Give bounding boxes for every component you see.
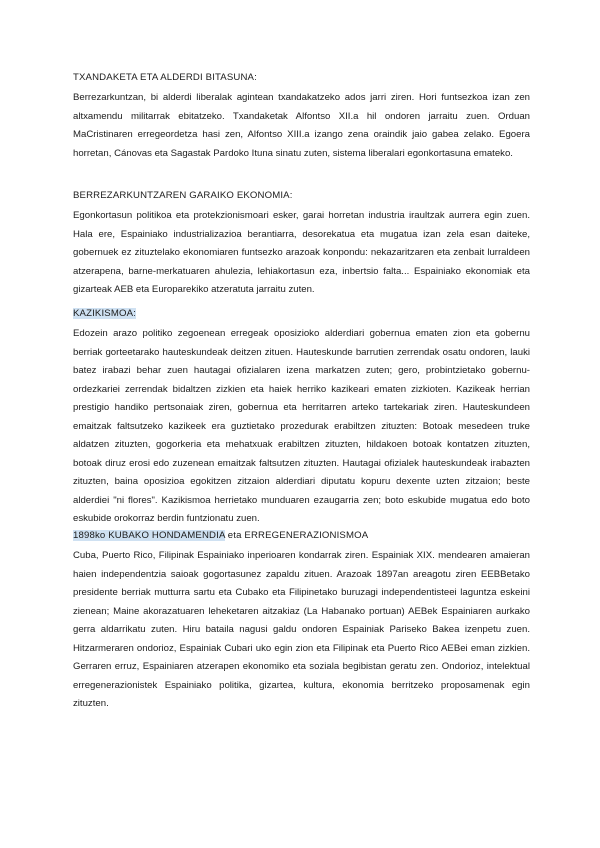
section-heading <box>73 529 530 543</box>
section-body: Berrezarkuntzan, bi alderdi liberalak agintean txandakatzeko ados jarri ziren. Hori funtsezkoa izan zen altxamendu militarrak ebitatzeko. Txandaketak Alfontso XII.a hil ondoren jarraitu zuen. Orduan MaCristinaren erregeordetza hasi zen, Alfontso XIII.a izango zena oraindik jaio gabea zelako. Egoera horretan, Cánovas eta Sagastak Pardoko Ituna sinatu zuten, sistema liberalari egonkortasuna emateko. <box>73 92 530 159</box>
heading-rest-text: eta ERREGENERAZIONISMOA <box>224 530 369 541</box>
section-heading: TXANDAKETA ETA ALDERDI BITASUNA: <box>73 72 257 83</box>
highlighted-heading-text: 1898ko KUBAKO HONDAMENDIA <box>73 530 225 541</box>
section-txandaketa <box>73 71 530 163</box>
section-heading <box>73 307 530 321</box>
section-kazikismoa <box>73 307 530 529</box>
section-body: Cuba, Puerto Rico, Filipinak Espainiako inperioaren kondarrak ziren. Espainiak XIX. mendearen amaieran haien independentzia saioak gogortasunez zapaldu zituen. Arazoak 1897an areagotu ziren EEBBetako presidente berriak mutturra sartu eta Cubako eta Filipinetako buruzagi independentisteei laguntza eskeini zienean; Maine akorazatuaren leheketaren aitzakiaz (La Habanako portuan) AEBek Espainiaren aurkako gerra aldarrikatu zuten. Hiru bataila nagusi galdu ondoren Espainiak Pariseko Bakea izenpetu zuen. Hitzarmeraren ondorioz, Espainiak Cubari uko egin zion eta Filipinak eta Puerto Rico AEBei eman zizkien. Gerraren erruz, Espainiaren atzerapen ekonomiko eta soziala begibistan geratu zen. Ondorioz, intelektual erregenerazionistek Espainiako politika, gizartea, kultura, ekonomia berritzeko proposamenak egin zituzten. <box>73 550 530 709</box>
highlighted-heading-text: KAZIKISMOA: <box>73 308 136 319</box>
section-kubako-hondamendia <box>73 529 530 714</box>
section-body: Egonkortasun politikoa eta protekzionismoari esker, garai horretan industria iraultzak aurrera egin zuen. Hala ere, Espainiako industrializazioa berantiarra, desorekatua eta mugatua izan zela esan daiteke, gobernuek ez zituztelako ekonomiaren funtsezko arazoak konpondu: nekazaritzaren eta zenbait lurraldeen atzerapena, barne-merkatuaren ahulezia, lehiakortasun eza, inbertsio falta... Espainiako ekonomiak eta gizarteak AEB eta Europarekiko atzeratuta jarraitu zuten. <box>73 210 530 295</box>
section-heading: BERREZARKUNTZAREN GARAIKO EKONOMIA: <box>73 190 293 201</box>
section-ekonomia <box>73 189 530 300</box>
section-body: Edozein arazo politiko zegoenean erregeak oposizioko alderdiari gobernua ematen zion eta gobernu berriak gorteetarako hauteskundeak deitzen zituen. Hauteskunde barrutien zerrendak osatu ondoren, lauki batez irabazi behar zuen hautagai ofizialaren izena markatzen zuten; gero, probintzietako gobernu- ordezkariei zerrendak bidaltzen zizkien eta haiek herriko kazikeari ematen zizkioten. Kazikeak herrian prestigio handiko pertsonaiak ziren, gobernua eta herritarren arteko tartekariak ziren. Hauteskundeen emaitzak faltsutzeko kazikeek era guztietako prozedurak erabiltzen zituzten: Botoak mesedeen truke aldatzen zituzten, gogorkeria eta mehatxuak erabiltzen zituzten, hildakoen botoak kontatzen zituzten, botoak diruz erosi edo zuzenean emaitzak faltsutzen zituzten. Hautagai ofizialek hauteskundeak irabazten zituzten, baina oposizioa egokitzen zitzaion alderdiari diputatu kopuru dexente uzten zitzaion; beste alderdiei "ni flores". Kazikismoa herrietako munduaren ezaugarria zen; boto eskubide mugatua edo boto eskubide orokorraz berdin funtzionatu zuen. <box>73 328 530 524</box>
